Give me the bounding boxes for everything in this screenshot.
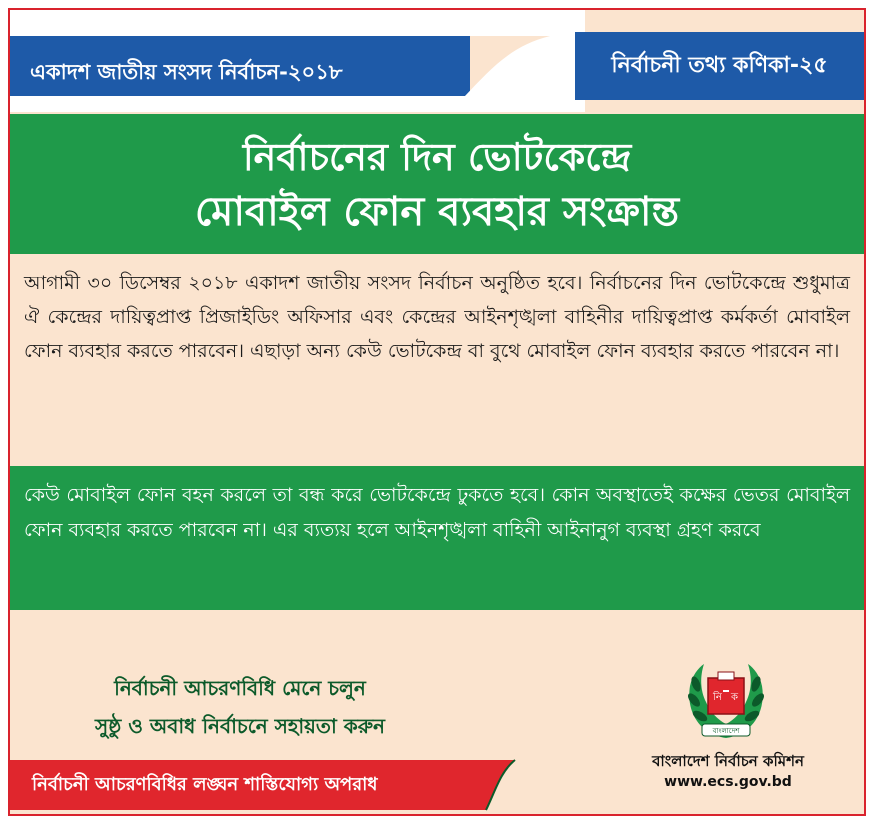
- svg-text:ক: ক: [731, 692, 738, 703]
- notice-paragraph-1: আগামী ৩০ ডিসেম্বর ২০১৮ একাদশ জাতীয় সংসদ নির্বাচন অনুষ্ঠিত হবে। নির্বাচনের দিন ভোটকেন্দ্রে শুধুমাত্র ঐ কেন্দ্রের দায়িত্বপ্রাপ্ত প্রিজাইডিং অফিসার এবং কেন্দ্রের আইনশৃঙ্খলা বাহিনীর দায়িত্বপ্রাপ্ত কর্মকর্তা মোবাইল ফোন ব্যবহার করতে পারবেন। এছাড়া অন্য কেউ ভোটকেন্দ্র বা বুথে মোবাইল ফোন ব্যবহার করতে পারবেন না।: [24, 272, 850, 362]
- main-title-line-1: নির্বাচনের দিন ভোটকেন্দ্রে: [242, 135, 632, 179]
- slogan-line-1: নির্বাচনী আচরণবিধি মেনে চলুন: [114, 676, 366, 700]
- slogan-line-2: সুষ্ঠু ও অবাধ নির্বাচনে সহায়তা করুন: [95, 714, 385, 738]
- main-title-band: [10, 114, 864, 254]
- info-series-title: নির্বাচনী তথ্য কণিকা-২৫: [575, 32, 864, 100]
- election-title: একাদশ জাতীয় সংসদ নির্বাচন-২০১৮: [30, 60, 343, 84]
- main-title-line-2: মোবাইল ফোন ব্যবহার সংক্রান্ত: [194, 189, 680, 235]
- svg-text:বাংলাদেশ: বাংলাদেশ: [712, 727, 740, 735]
- notice-frame: [8, 8, 866, 816]
- notice-paragraph-2: কেউ মোবাইল ফোন বহন করলে তা বন্ধ করে ভোটকেন্দ্রে ঢুকতে হবে। কোন অবস্থাতেই কক্ষের ভেতর মোবাইল ফোন ব্যবহার করতে পারবেন না। এর ব্যত্যয় হলে আইনশৃঙ্খলা বাহিনী আইনানুগ ব্যবস্থা গ্রহণ করবে: [24, 484, 850, 541]
- notice-paragraph-2-box: [10, 466, 864, 610]
- election-commission-logo-icon: [680, 654, 772, 746]
- warning-ribbon-text: নির্বাচনী আচরণবিধির লঙ্ঘন শাস্তিযোগ্য অপরাধ: [32, 774, 378, 795]
- organization-url[interactable]: www.ecs.gov.bd: [664, 774, 792, 790]
- svg-text:নি: নি: [713, 692, 722, 703]
- organization-name: বাংলাদেশ নির্বাচন কমিশন: [652, 752, 804, 770]
